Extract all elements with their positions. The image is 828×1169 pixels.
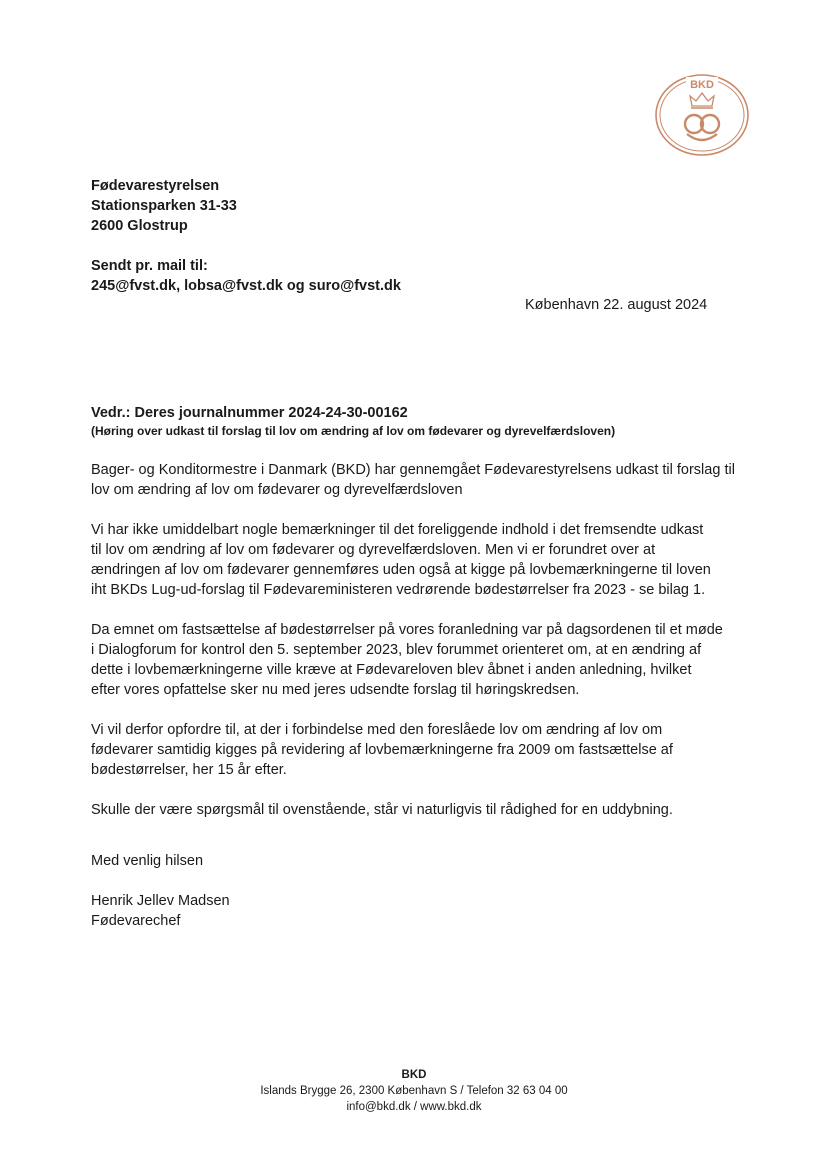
paragraph-line: i Dialogforum for kontrol den 5. september 2023, blev forummet orienteret om, at en ændring af (91, 642, 702, 658)
recipient-street: Stationsparken 31-33 (91, 198, 237, 214)
letter-date: København 22. august 2024 (525, 297, 708, 313)
paragraph-line: efter vores opfattelse sker nu med jeres udsendte forslag til høringskredsen. (91, 682, 580, 698)
paragraph (91, 460, 751, 500)
paragraph-line: bødestørrelser, her 15 år efter. (91, 762, 287, 778)
footer-address: Islands Brygge 26, 2300 København S / Telefon 32 63 04 00 (260, 1085, 568, 1097)
paragraph-line: Vi vil derfor opfordre til, at der i forbindelse med den foreslåede lov om ændring af lov om (91, 722, 663, 738)
recipient-address (91, 176, 237, 236)
paragraph-line: Vi har ikke umiddelbart nogle bemærkninger til det foreliggende indhold i det fremsendte udkast (91, 522, 704, 538)
paragraph-line: Da emnet om fastsættelse af bødestørrelser på vores foranledning var på dagsordenen til et møde (91, 622, 723, 638)
paragraph-line: til lov om ændring af lov om fødevarer og dyrevelfærdsloven. Men vi er forundret over at (91, 542, 656, 558)
paragraph (91, 800, 751, 820)
paragraph-line: dette i lovbemærkningerne ville kræve at Fødevareloven blev åbnet i anden anledning, hvilket (91, 662, 692, 678)
paragraph-line: lov om ændring af lov om fødevarer og dyrevelfærdsloven (91, 482, 463, 498)
paragraph-line: iht BKDs Lug-ud-forslag til Fødevareministeren vedrørende bødestørrelser fra 2023 - se bilag 1. (91, 582, 706, 598)
paragraph-line: Skulle der være spørgsmål til ovenstående, står vi naturligvis til rådighed for en uddybning. (91, 802, 673, 818)
closing: Med venlig hilsen (91, 853, 204, 869)
footer-contact: info@bkd.dk / www.bkd.dk (346, 1101, 482, 1113)
footer-name: BKD (401, 1069, 427, 1081)
recipient-city: 2600 Glostrup (91, 218, 188, 234)
sent-by-mail (91, 256, 401, 296)
paragraph-line: ændringen af lov om fødevarer gennemføres uden også at kigge på lovbemærkningerne til loven (91, 562, 711, 578)
letter-body (91, 460, 751, 840)
bkd-logo-icon (654, 72, 750, 158)
reference-block (91, 403, 615, 440)
sent-label: Sendt pr. mail til: (91, 258, 208, 274)
recipient-name: Fødevarestyrelsen (91, 178, 220, 194)
signature-title: Fødevarechef (91, 913, 181, 929)
logo-text: BKD (690, 79, 714, 91)
signature-name: Henrik Jellev Madsen (91, 893, 230, 909)
paragraph (91, 720, 751, 780)
sent-emails: 245@fvst.dk, lobsa@fvst.dk og suro@fvst.dk (91, 278, 401, 294)
paragraph-line: Bager- og Konditormestre i Danmark (BKD) har gennemgået Fødevarestyrelsens udkast til forslag til (91, 462, 735, 478)
reference-subtitle: (Høring over udkast til forslag til lov om ændring af lov om fødevarer og dyrevelfærdsloven) (91, 424, 616, 438)
paragraph (91, 520, 751, 600)
paragraph-line: fødevarer samtidig kigges på revidering af lovbemærkningerne fra 2009 om fastsættelse af (91, 742, 673, 758)
footer (0, 1067, 828, 1115)
signature-block (91, 891, 230, 931)
paragraph (91, 620, 751, 700)
reference-title: Vedr.: Deres journalnummer 2024-24-30-00162 (91, 405, 408, 421)
